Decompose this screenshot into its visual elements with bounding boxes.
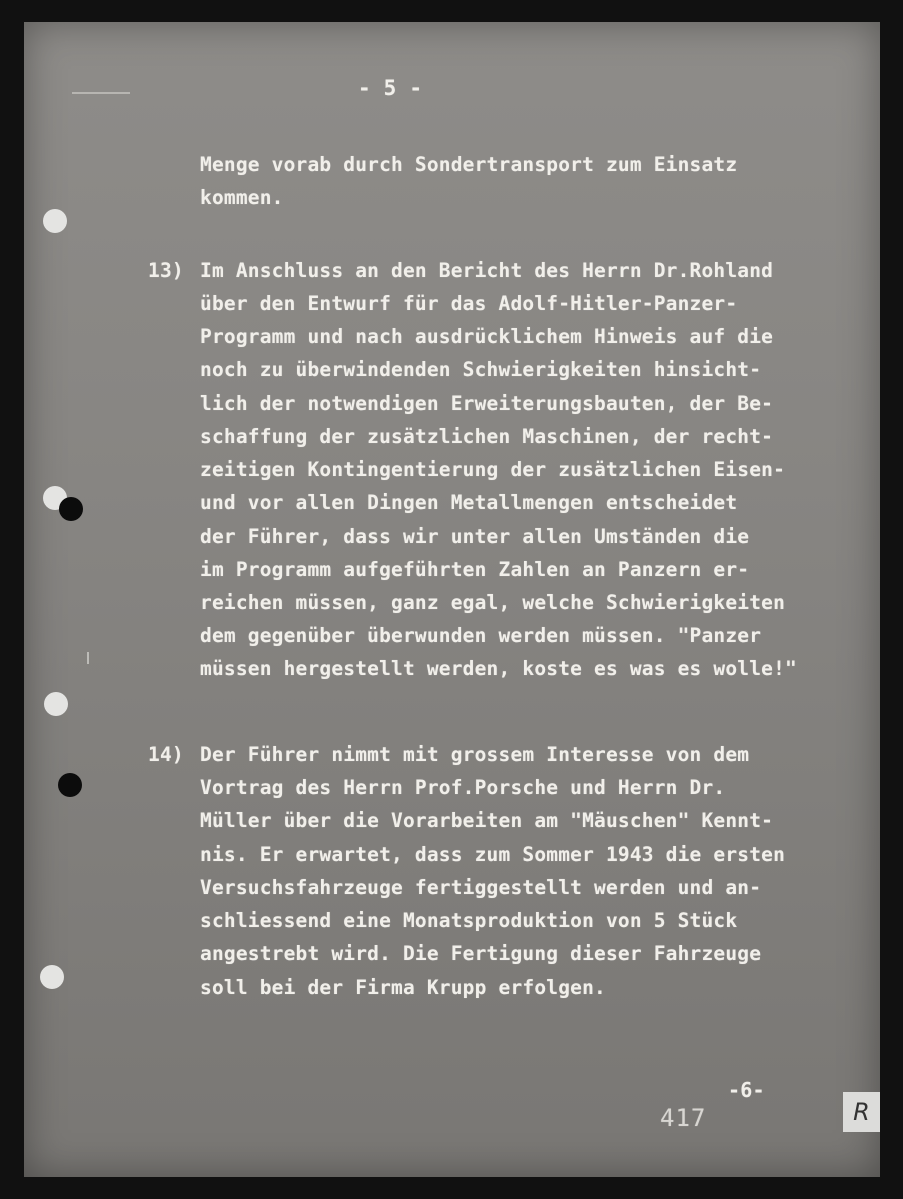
margin-mark [72, 92, 130, 94]
margin-tick [87, 652, 89, 664]
punch-hole [59, 497, 83, 521]
paragraph-line: über den Entwurf für das Adolf-Hitler-Panzer- [200, 292, 738, 315]
punch-hole [43, 209, 67, 233]
paragraph-line: soll bei der Firma Krupp erfolgen. [200, 976, 606, 999]
paragraph-line: noch zu überwindenden Schwierigkeiten hinsicht- [200, 358, 762, 381]
page-number: - 5 - [358, 76, 423, 100]
paragraph-line: müssen hergestellt werden, koste es was es wolle!" [200, 657, 797, 680]
paragraph-line: Im Anschluss an den Bericht des Herrn Dr.Rohland [200, 259, 774, 282]
paragraph-line: schliessend eine Monatsproduktion von 5 Stück [200, 909, 738, 932]
paragraph-line: der Führer, dass wir unter allen Umständen die [200, 525, 750, 548]
folio-number: 417 [660, 1104, 707, 1132]
continuation-line: kommen. [200, 186, 284, 209]
paragraph-line: Versuchsfahrzeuge fertiggestellt werden und an- [200, 876, 762, 899]
paragraph-line: Der Führer nimmt mit grossem Interesse von dem [200, 743, 750, 766]
next-page-indicator: -6- [728, 1078, 765, 1102]
punch-hole [58, 773, 82, 797]
paragraph-line: Müller über die Vorarbeiten am "Mäuschen" Kennt- [200, 809, 774, 832]
item-number: 13) [148, 259, 184, 282]
paragraph-line: angestrebt wird. Die Fertigung dieser Fahrzeuge [200, 942, 762, 965]
archive-stamp: R [843, 1092, 880, 1132]
punch-hole [44, 692, 68, 716]
item-number: 14) [148, 743, 184, 766]
paragraph-line: und vor allen Dingen Metallmengen entscheidet [200, 491, 738, 514]
paragraph-line: Vortrag des Herrn Prof.Porsche und Herrn Dr. [200, 776, 726, 799]
paragraph-line: schaffung der zusätzlichen Maschinen, der recht- [200, 425, 774, 448]
paragraph-line: dem gegenüber überwunden werden müssen. "Panzer [200, 624, 762, 647]
paragraph-line: Programm und nach ausdrücklichem Hinweis auf die [200, 325, 774, 348]
paragraph-line: zeitigen Kontingentierung der zusätzlichen Eisen- [200, 458, 786, 481]
continuation-line: Menge vorab durch Sondertransport zum Einsatz [200, 153, 738, 176]
paragraph-line: nis. Er erwartet, dass zum Sommer 1943 die ersten [200, 843, 786, 866]
punch-hole [40, 965, 64, 989]
paragraph-line: reichen müssen, ganz egal, welche Schwierigkeiten [200, 591, 786, 614]
paragraph-line: im Programm aufgeführten Zahlen an Panzern er- [200, 558, 750, 581]
paragraph-line: lich der notwendigen Erweiterungsbauten, der Be- [200, 392, 774, 415]
